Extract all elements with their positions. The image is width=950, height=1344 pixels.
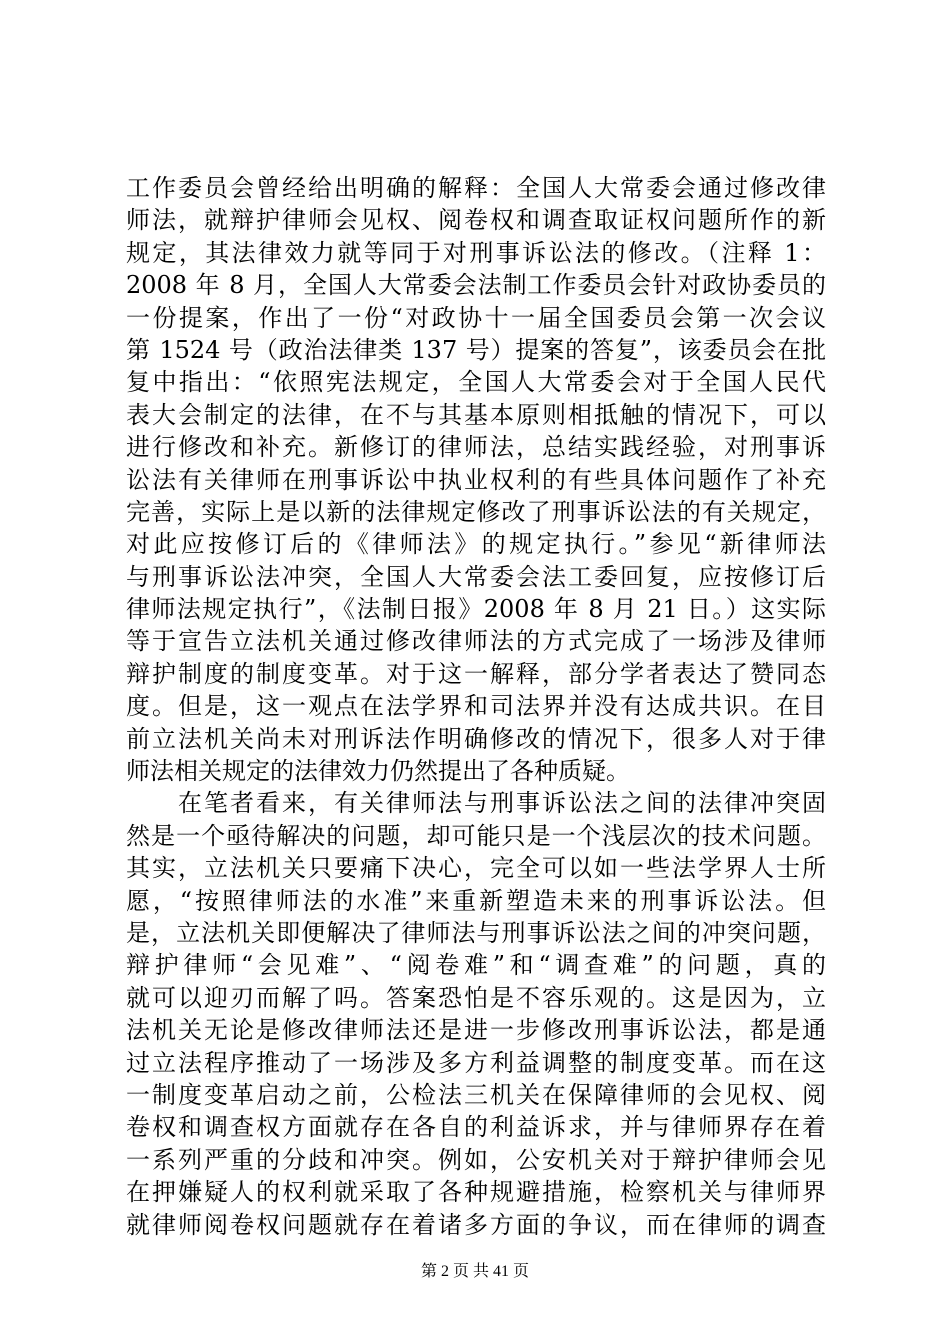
text-line: 辩护律师“会见难”、“阅卷难”和“调查难”的问题，真的 (126, 951, 826, 980)
text-line: 复中指出：“依照宪法规定，全国人大常委会对于全国人民代 (126, 368, 826, 397)
text-line: 表大会制定的法律，在不与其基本原则相抵触的情况下，可以 (126, 400, 826, 429)
text-line: 对此应按修订后的《律师法》的规定执行。”参见“新律师法 (126, 530, 826, 559)
text-line: 2008 年 8 月，全国人大常委会法制工作委员会针对政协委员的 (126, 271, 826, 300)
paragraph-start-line: 在笔者看来，有关律师法与刑事诉讼法之间的法律冲突固 (126, 789, 826, 818)
text-line: 律师法规定执行”，《法制日报》2008 年 8 月 21 日。）这实际 (126, 595, 826, 624)
text-line: 工作委员会曾经给出明确的解释：全国人大常委会通过修改律 (126, 174, 826, 202)
text-line: 与刑事诉讼法冲突，全国人大常委会法工委回复，应按修订后 (126, 562, 826, 591)
text-line: 一制度变革启动之前，公检法三机关在保障律师的会见权、阅 (126, 1080, 826, 1109)
text-line: 卷权和调查权方面就存在各自的利益诉求，并与律师界存在着 (126, 1113, 826, 1142)
text-line: 过立法程序推动了一场涉及多方利益调整的制度变革。而在这 (126, 1048, 826, 1077)
text-line: 一份提案，作出了一份“对政协十一届全国委员会第一次会议 (126, 303, 826, 332)
paragraph-end-line: 师法相关规定的法律效力仍然提出了各种质疑。 (126, 757, 630, 786)
text-line: 师法，就辩护律师会见权、阅卷权和调查取证权问题所作的新 (126, 206, 826, 235)
text-line: 度。但是，这一观点在法学界和司法界并没有达成共识。在目 (126, 692, 826, 721)
text-line: 就可以迎刃而解了吗。答案恐怕是不容乐观的。这是因为，立 (126, 983, 826, 1012)
text-line: 就律师阅卷权问题就存在着诸多方面的争议，而在律师的调查 (126, 1210, 826, 1239)
text-line: 一系列严重的分歧和冲突。例如，公安机关对于辩护律师会见 (126, 1145, 826, 1174)
page-number-footer: 第 2 页 共 41 页 (420, 1263, 529, 1280)
text-line: 然是一个亟待解决的问题，却可能只是一个浅层次的技术问题。 (126, 821, 826, 850)
text-line: 第 1524 号（政治法律类 137 号）提案的答复”，该委员会在批 (126, 335, 826, 364)
text-line: 辩护制度的制度变革。对于这一解释，部分学者表达了赞同态 (126, 659, 826, 688)
text-line: 讼法有关律师在刑事诉讼中执业权利的有些具体问题作了补充 (126, 465, 826, 494)
text-line: 在押嫌疑人的权利就采取了各种规避措施，检察机关与律师界 (126, 1178, 826, 1207)
text-line: 其实，立法机关只要痛下决心，完全可以如一些法学界人士所 (126, 854, 826, 883)
text-line: 是，立法机关即便解决了律师法与刑事诉讼法之间的冲突问题， (126, 918, 826, 947)
text-line: 前立法机关尚未对刑诉法作明确修改的情况下，很多人对于律 (126, 724, 826, 753)
text-line: 完善，实际上是以新的法律规定修改了刑事诉讼法的有关规定， (126, 497, 826, 526)
text-line: 等于宣告立法机关通过修改律师法的方式完成了一场涉及律师 (126, 627, 826, 656)
text-line: 愿，“按照律师法的水准”来重新塑造未来的刑事诉讼法。但 (126, 886, 826, 915)
text-line: 规定，其法律效力就等同于对刑事诉讼法的修改。（注释 1： (126, 238, 826, 267)
text-line: 法机关无论是修改律师法还是进一步修改刑事诉讼法，都是通 (126, 1016, 826, 1045)
document-body (126, 172, 826, 1241)
text-line: 进行修改和补充。新修订的律师法，总结实践经验，对刑事诉 (126, 433, 826, 462)
